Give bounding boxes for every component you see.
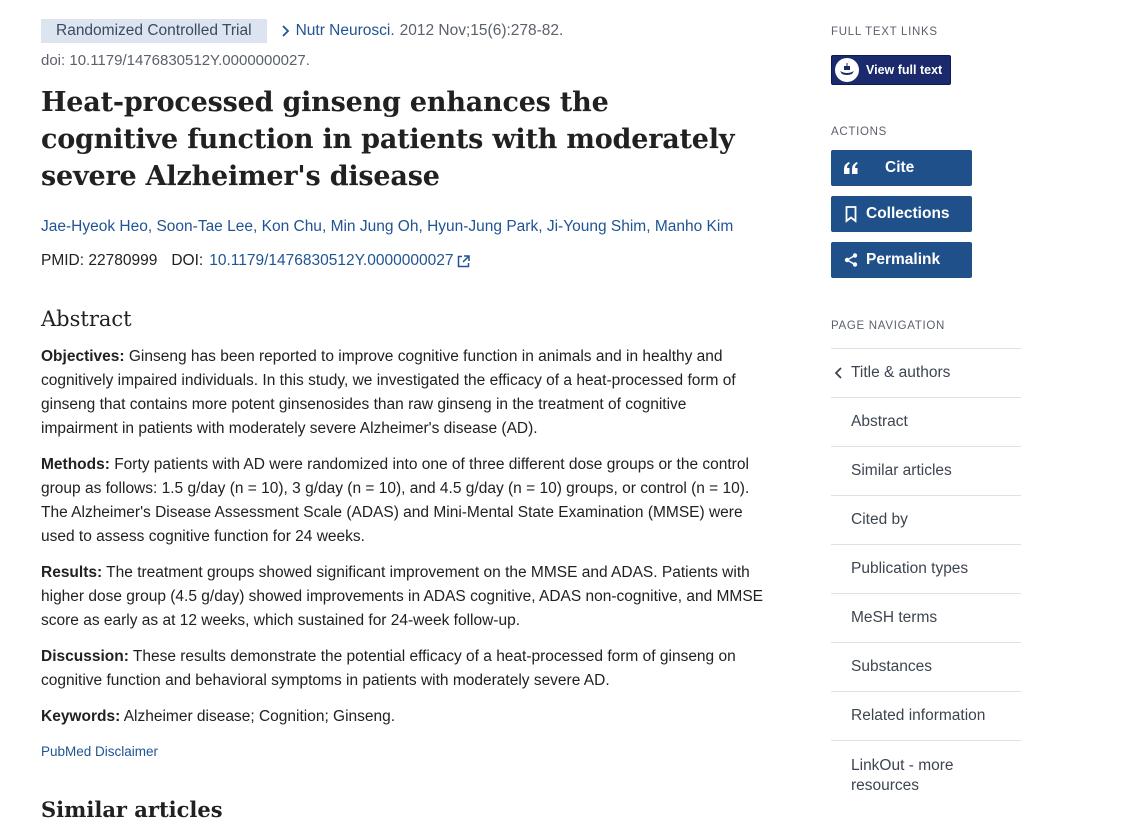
view-full-text-label: View full text [866,63,943,77]
cite-button[interactable]: Cite [831,150,972,186]
nav-item-substances[interactable]: Substances [831,643,1021,692]
journal-link[interactable]: Nutr Neurosci. [295,21,395,39]
abstract-results: Results: The treatment groups showed significant improvement on the MMSE and ADAS. Patients with higher dose group (4.5 g/day) showed improvements in ADAS cognitive, ADAS non-cognitive, and MMSE score as early as at 12 weeks, which sustained for 24-week follow-up. [41,564,763,629]
abstract-methods: Methods: Forty patients with AD were randomized into one of three different dose groups or the control group as follows: 1.5 g/day (n = 10), 3 g/day (n = 10), and 4.5 g/day (n = 10) groups, or control (n = 10). The Alzheimer's Disease Assessment Scale (ADAS) and Mini-Mental State Examination (MMSE) were used to assess cognitive function for 24 weeks. [41,456,750,545]
chevron-left-icon [833,366,845,380]
quote-icon [843,160,859,176]
nav-item-cited-by[interactable]: Cited by [831,496,1021,545]
doi-label: DOI: [171,252,204,269]
nav-item-abstract[interactable]: Abstract [831,398,1021,447]
nav-item-related-information[interactable]: Related information [831,692,1021,741]
doi-line: doi: 10.1179/1476830512Y.0000000027. [41,52,310,69]
author-link[interactable]: Kon Chu [261,218,322,235]
author-link[interactable]: Hyun-Jung Park [427,218,539,235]
abstract-keywords: Keywords: Alzheimer disease; Cognition; Ginseng. [41,708,396,725]
pubmed-disclaimer-link[interactable]: PubMed Disclaimer [41,744,159,759]
collections-button[interactable]: Collections [831,196,972,232]
doi-link[interactable]: 10.1179/1476830512Y.0000000027 [209,252,454,269]
permalink-button[interactable]: Permalink [831,242,972,278]
author-link[interactable]: Min Jung Oh [330,218,419,235]
article-main [41,18,771,759]
pmid: PMID: 22780999 [41,252,158,269]
publication-type-badge: Randomized Controlled Trial [41,19,267,43]
chevron-right-icon [279,24,293,38]
page-navigation-list [831,348,1021,805]
share-icon [843,252,859,268]
view-full-text-button[interactable] [831,55,951,85]
full-text-links-heading: FULL TEXT LINKS [831,26,938,38]
author-link[interactable]: Soon-Tae Lee [156,218,253,235]
page-navigation-heading: PAGE NAVIGATION [831,320,946,332]
abstract-objectives: Objectives: Ginseng has been reported to improve cognitive function in animals and in healthy and cognitively impaired individuals. In this study, we investigated the efficacy of a heat-processed form of ginseng that contains more potent ginsenosides than raw ginseng in the treatment of cognitive impairment in patients with moderately severe Alzheimer's disease (AD). [41,348,736,437]
actions-heading: ACTIONS [831,126,888,138]
article-meta-line [41,18,771,43]
author-list: Jae-Hyeok Heo, Soon-Tae Lee, Kon Chu, Min Jung Oh, Hyun-Jung Park, Ji-Young Shim, Manho Kim [41,218,734,235]
article-title: Heat-processed ginseng enhances the cognitive function in patients with moderately severe Alzheimer's disease [41,87,735,192]
author-link[interactable]: Ji-Young Shim [546,218,647,235]
abstract-discussion: Discussion: These results demonstrate the potential efficacy of a heat-processed form of ginseng on cognitive function and behavioral symptoms in patients with moderately severe AD. [41,648,736,689]
nav-item-linkout[interactable]: LinkOut - more resources [851,757,954,794]
journal-date: 2012 Nov;15(6):278-82. [399,21,564,39]
abstract-heading: Abstract [41,307,132,331]
author-link[interactable]: Manho Kim [654,218,734,235]
identifiers [41,251,771,271]
author-link[interactable]: Jae-Hyeok Heo [41,218,148,235]
nav-item-mesh-terms[interactable]: MeSH terms [831,594,1021,643]
external-link-icon [457,255,470,268]
publisher-logo-icon [835,58,859,82]
similar-articles-heading-partial: Similar articles [41,797,223,822]
nav-item-similar-articles[interactable]: Similar articles [831,447,1021,496]
bookmark-icon [843,206,859,222]
nav-item-publication-types[interactable]: Publication types [831,545,1021,594]
sidebar [831,26,1021,805]
nav-item-title-authors[interactable]: Title & authors [831,349,1021,398]
